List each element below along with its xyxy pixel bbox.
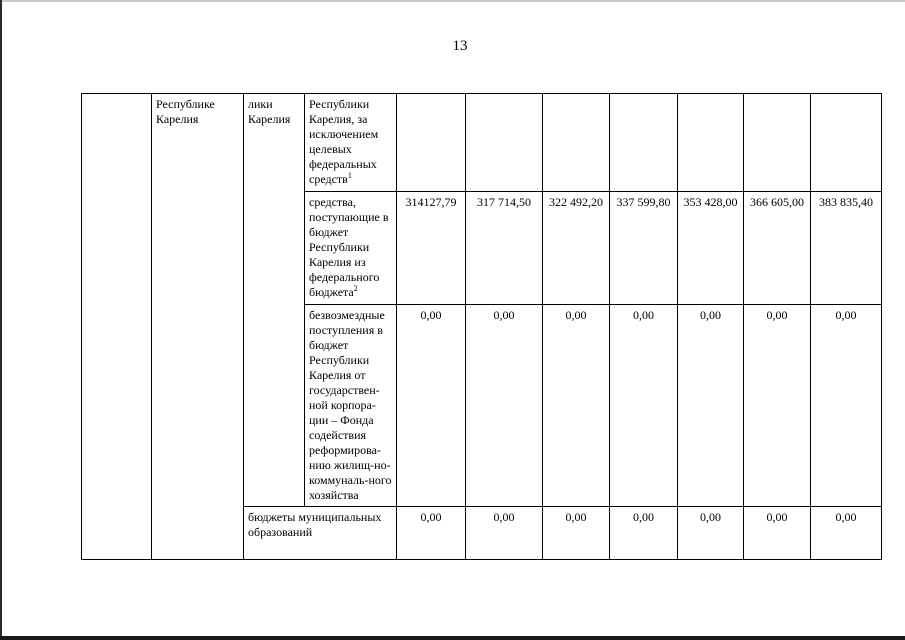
value-cell: 0,00 — [397, 507, 466, 560]
value-cell: 0,00 — [610, 507, 678, 560]
value-cell: 366 605,00 — [744, 192, 811, 305]
value-cell: 0,00 — [466, 507, 543, 560]
row-label: средства, поступающие в бюджет Республики Карелия из федерального бюджета$^2$ — [305, 192, 397, 305]
scan-edge-bottom — [0, 636, 905, 640]
value-cell: 0,00 — [744, 507, 811, 560]
value-cell: 0,00 — [678, 305, 744, 507]
value-cell: 0,00 — [610, 305, 678, 507]
value-cell — [744, 94, 811, 192]
value-cell: 383 835,40 — [811, 192, 882, 305]
value-cell: 0,00 — [678, 507, 744, 560]
source-group-cell: лики Карелия — [244, 94, 305, 507]
value-cell: 0,00 — [397, 305, 466, 507]
value-cell: 0,00 — [543, 507, 610, 560]
municipal-label: бюджеты муниципальных образований — [244, 507, 397, 560]
value-cell — [610, 94, 678, 192]
row-label: Республики Карелия, за исключением целевых федеральных средств$^1$ — [305, 94, 397, 192]
scan-edge-left — [0, 0, 2, 640]
value-cell: 0,00 — [744, 305, 811, 507]
value-cell: 314127,79 — [397, 192, 466, 305]
row-label: безвозмездные поступления в бюджет Республики Карелия от государствен-ной корпора-ции – Фонда содействия реформирова-нию жилищ-но-коммуналь-ного хозяйства — [305, 305, 397, 507]
value-cell — [811, 94, 882, 192]
value-cell: 337 599,80 — [610, 192, 678, 305]
value-cell: 0,00 — [811, 305, 882, 507]
table-row — [82, 94, 882, 192]
subject-cell: Республике Карелия — [152, 94, 244, 560]
value-cell — [543, 94, 610, 192]
value-cell: 322 492,20 — [543, 192, 610, 305]
value-cell — [466, 94, 543, 192]
value-cell: 0,00 — [543, 305, 610, 507]
budget-table — [81, 93, 882, 560]
col1-cell — [82, 94, 152, 560]
value-cell: 0,00 — [466, 305, 543, 507]
page-number: 13 — [452, 38, 468, 54]
value-cell — [678, 94, 744, 192]
value-cell: 0,00 — [811, 507, 882, 560]
value-cell: 353 428,00 — [678, 192, 744, 305]
value-cell — [397, 94, 466, 192]
scan-edge-top — [0, 0, 905, 2]
value-cell: 317 714,50 — [466, 192, 543, 305]
